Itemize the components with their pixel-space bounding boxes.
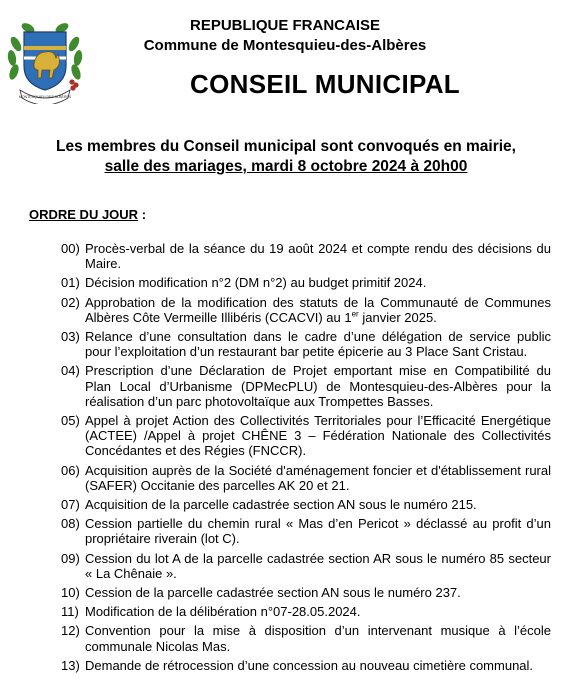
agenda-item bbox=[61, 329, 551, 359]
commune-heading: Commune de Montesquieu-des-Albères bbox=[143, 37, 427, 54]
agenda-item-text: Acquisition de la parcelle cadastrée section AN sous le numéro 215. bbox=[85, 497, 477, 513]
agenda-item-text: Décision modification n°2 (DM n°2) au budget primitif 2024. bbox=[85, 275, 427, 291]
agenda-item-text: Convention pour la mise à disposition d’un intervenant musique à l’école communale Nicolas Mas. bbox=[85, 623, 551, 654]
agenda-item bbox=[61, 275, 551, 290]
republic-heading: REPUBLIQUE FRANCAISE bbox=[189, 17, 380, 34]
agenda-list bbox=[61, 241, 551, 677]
agenda-item bbox=[61, 241, 551, 271]
agenda-item bbox=[61, 623, 551, 653]
agenda-item bbox=[61, 295, 551, 325]
agenda-heading bbox=[29, 207, 146, 223]
agenda-item-number: 05) bbox=[61, 413, 80, 429]
crest-motto: MONTESQUIEU DES ALBÈRES bbox=[18, 95, 72, 99]
coat-of-arms-logo bbox=[6, 14, 84, 104]
agenda-heading-text: ORDRE DU JOUR bbox=[29, 207, 139, 222]
agenda-item-text: Cession de la parcelle cadastrée section AN sous le numéro 237. bbox=[85, 585, 461, 601]
agenda-item-number: 06) bbox=[61, 462, 80, 478]
agenda-item-number: 02) bbox=[61, 294, 80, 310]
agenda-item bbox=[61, 497, 551, 512]
agenda-item bbox=[61, 363, 551, 409]
agenda-item bbox=[61, 413, 551, 459]
agenda-item-number: 03) bbox=[61, 329, 80, 345]
agenda-item-number: 01) bbox=[61, 275, 80, 291]
agenda-item-text: Cession partielle du chemin rural « Mas d’en Pericot » déclassé au profit d’un propriétaire riverain (lot C). bbox=[85, 516, 551, 547]
agenda-item-text: Procès-verbal de la séance du 19 août 2024 et compte rendu des décisions du Maire. bbox=[85, 241, 551, 272]
agenda-item-number: 07) bbox=[61, 497, 80, 513]
convocation-line-2: salle des mariages, mardi 8 octobre 2024 à 20h00 bbox=[104, 158, 468, 175]
agenda-item bbox=[61, 658, 551, 673]
agenda-item-number: 00) bbox=[61, 241, 80, 256]
agenda-item-text: Acquisition auprès de la Société d'aménagement foncier et d'établissement rural (SAFER) Occitanie des parcelles AK 20 et 21. bbox=[85, 462, 551, 493]
agenda-item-number: 12) bbox=[61, 623, 80, 639]
agenda-item-text: Cession du lot A de la parcelle cadastrée section AR sous le numéro 85 secteur « La Chênaie ». bbox=[85, 550, 551, 581]
agenda-item-text: Demande de rétrocession d’une concession au nouveau cimetière communal. bbox=[85, 657, 534, 673]
agenda-item-number: 13) bbox=[61, 657, 80, 673]
agenda-item-text: Prescription d’une Déclaration de Projet emportant mise en Compatibilité du Plan Local d’Urbanisme (DPMecPLU) de Montesquieu-des-Albères pour la réalisation d’un parc photovoltaïque aux Trompettes Basses. bbox=[85, 363, 551, 409]
agenda-item bbox=[61, 604, 551, 619]
page-title: CONSEIL MUNICIPAL bbox=[190, 69, 460, 99]
agenda-item-number: 04) bbox=[61, 363, 80, 379]
agenda-item bbox=[61, 516, 551, 546]
convocation-line-1: Les membres du Conseil municipal sont convoqués en mairie, bbox=[56, 138, 516, 155]
agenda-item-number: 08) bbox=[61, 516, 80, 532]
agenda-item-text: Appel à projet Action des Collectivités Territoriales pour l’Efficacité Energétique (ACTEE) /Appel à projet CHÊNE 3 – Fédération Nationale des Collectivités Concédantes et des Régies (FNCCR). bbox=[85, 413, 551, 459]
ordinal-superscript: er bbox=[351, 309, 359, 319]
agenda-item-text: Modification de la délibération n°07-28.05.2024. bbox=[85, 604, 361, 620]
agenda-item-text-main: Approbation de la modification des statuts de la Communauté de Communes Albères Côte Vermeille Illibéris (CCACVI) au 1 bbox=[85, 294, 551, 325]
grapes-icon bbox=[69, 79, 78, 90]
agenda-item-text: Relance d’une consultation dans le cadre d’une délégation de service public pour l’exploitation d’un restaurant bar petite épicerie au 3 Place Sant Cristau. bbox=[85, 329, 551, 360]
agenda-item-text bbox=[85, 295, 551, 325]
agenda-item-number: 10) bbox=[61, 585, 80, 601]
agenda-item bbox=[61, 551, 551, 581]
agenda-item bbox=[61, 585, 551, 600]
convocation-notice bbox=[0, 137, 572, 177]
agenda-item-number: 11) bbox=[61, 604, 79, 620]
agenda-heading-colon: : bbox=[138, 207, 147, 222]
agenda-item-number: 09) bbox=[61, 550, 80, 566]
agenda-item bbox=[61, 463, 551, 493]
agenda-item-text-tail: janvier 2025. bbox=[358, 309, 437, 325]
